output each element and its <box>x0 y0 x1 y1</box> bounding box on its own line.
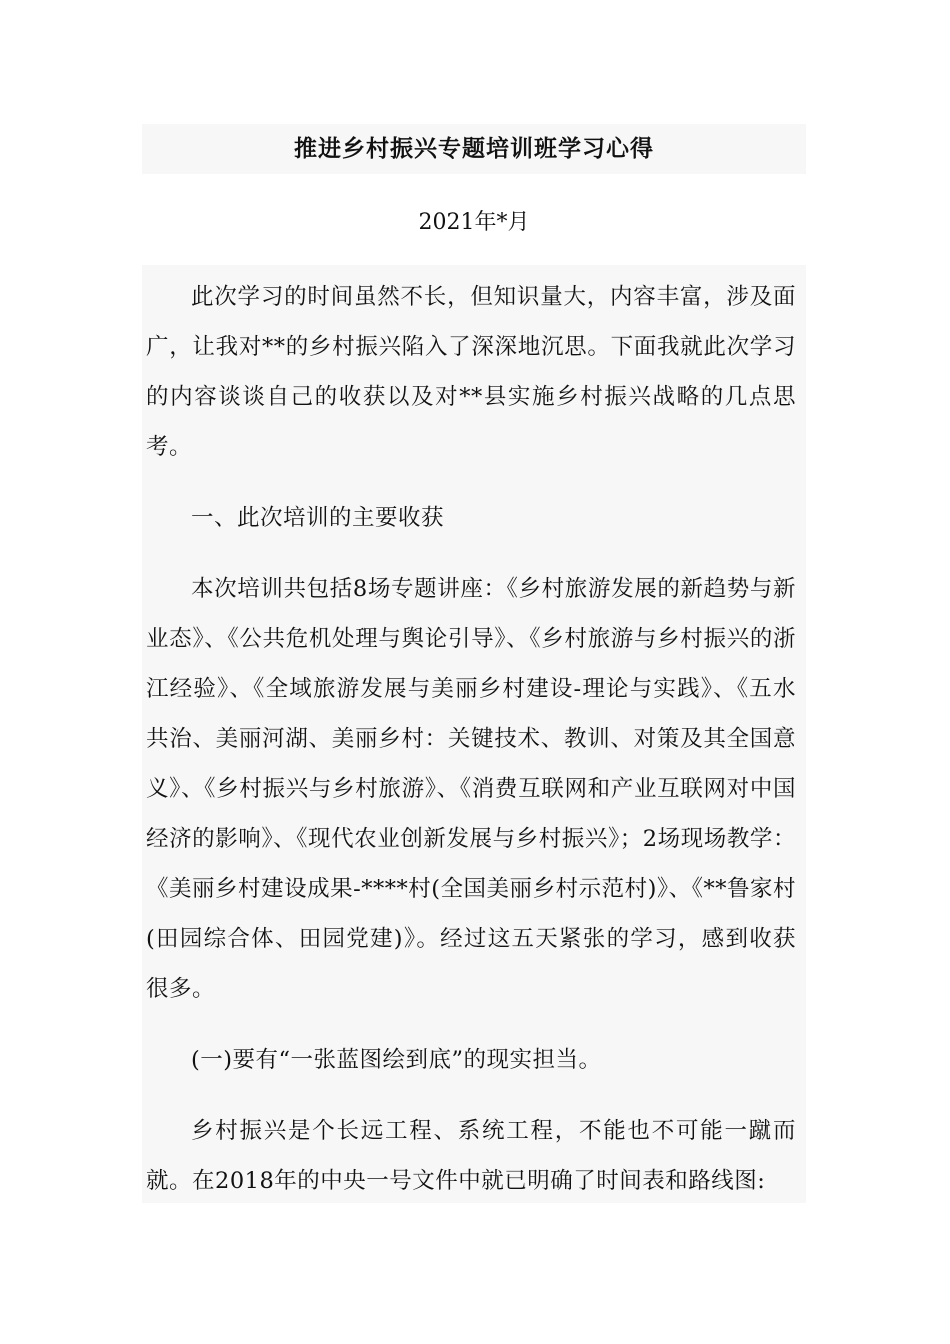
training-content-paragraph: 本次培训共包括8场专题讲座：《乡村旅游发展的新趋势与新业态》、《公共危机处理与舆论引导》、《乡村旅游与乡村振兴的浙江经验》、《全域旅游发展与美丽乡村建设-理论与实践》、《五水共治、美丽河湖、美丽乡村：关键技术、教训、对策及其全国意义》、《乡村振兴与乡村旅游》、《消费互联网和产业互联网对中国经济的影响》、《现代农业创新发展与乡村振兴》；2场现场教学：《美丽乡村建设成果-****村(全国美丽乡村示范村)》、《**鲁家村(田园综合体、田园党建)》。经过这五天紧张的学习，感到收获很多。 <box>146 576 796 1002</box>
intro-paragraph: 此次学习的时间虽然不长，但知识量大，内容丰富，涉及面广，让我对**的乡村振兴陷入了深深地沉思。下面我就此次学习的内容谈谈自己的收获以及对**县实施乡村振兴战略的几点思考。 <box>146 284 796 460</box>
document-body <box>146 272 796 1227</box>
section-heading-1: 一、此次培训的主要收获 <box>191 505 445 531</box>
subsection-heading-1: (一)要有“一张蓝图绘到底”的现实担当。 <box>191 1047 602 1073</box>
long-term-project-paragraph: 乡村振兴是个长远工程、系统工程，不能也不可能一蹴而就。在2018年的中央一号文件中就已明确了时间表和路线图: <box>146 1118 796 1194</box>
document-date: 2021年*月 <box>418 210 530 235</box>
document-title: 推进乡村振兴专题培训班学习心得 <box>294 136 654 162</box>
